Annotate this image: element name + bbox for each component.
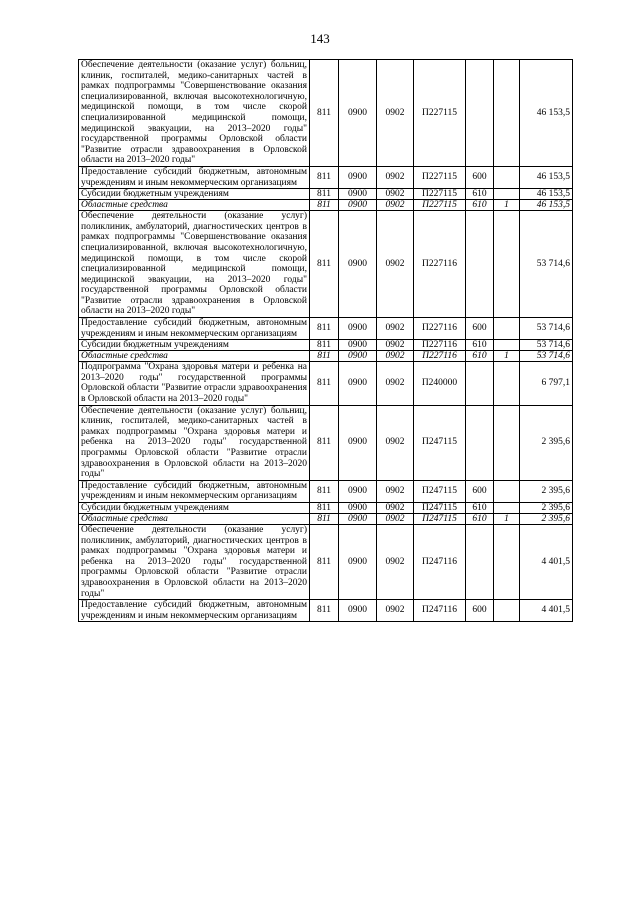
row-expense-type: 610 <box>466 200 494 211</box>
row-amount: 4 401,5 <box>520 524 573 599</box>
row-amount: 53 714,6 <box>520 211 573 318</box>
row-subsection-code: 0902 <box>377 189 414 200</box>
row-description: Предоставление субсидий бюджетным, автономным учреждениям и иным некоммерческим организациям <box>79 318 310 340</box>
row-ministry-code: 811 <box>310 340 339 351</box>
row-amount: 53 714,6 <box>520 351 573 362</box>
table-row <box>79 318 573 340</box>
row-ministry-code: 811 <box>310 513 339 524</box>
table-row <box>79 362 573 405</box>
row-section-code: 0900 <box>339 60 377 167</box>
row-subsection-code: 0902 <box>377 200 414 211</box>
row-section-code: 0900 <box>339 211 377 318</box>
table-row <box>79 200 573 211</box>
row-funding-source <box>494 524 520 599</box>
row-expense-type: 610 <box>466 351 494 362</box>
row-expense-type <box>466 524 494 599</box>
row-description: Субсидии бюджетным учреждениям <box>79 340 310 351</box>
row-funding-source: 1 <box>494 351 520 362</box>
row-subsection-code: 0902 <box>377 362 414 405</box>
table-row <box>79 351 573 362</box>
row-target-code: П227115 <box>414 200 466 211</box>
row-section-code: 0900 <box>339 480 377 502</box>
row-ministry-code: 811 <box>310 480 339 502</box>
row-target-code: П247115 <box>414 405 466 480</box>
row-funding-source <box>494 600 520 622</box>
row-expense-type: 610 <box>466 513 494 524</box>
row-target-code: П227116 <box>414 211 466 318</box>
row-description: Обеспечение деятельности (оказание услуг) больниц, клиник, госпиталей, медико-санитарных частей в рамках подпрограммы "Совершенствование оказания специализированной, включая высокотехнологичную, медицинской помощи, в том числе скорой специализированной медицинской помощи, медицинской эвакуации, на 2013–2020 годы" государственной программы Орловской области "Развитие отрасли здравоохранения в Орловской области на 2013–2020 годы" <box>79 60 310 167</box>
table-row <box>79 502 573 513</box>
row-funding-source: 1 <box>494 200 520 211</box>
row-description: Обеспечение деятельности (оказание услуг) поликлиник, амбулаторий, диагностических центров в рамках подпрограммы "Совершенствование оказания специализированной, включая высокотехнологичную, медицинской помощи, в том числе скорой специализированной медицинской помощи, медицинской эвакуации, на 2013–2020 годы" государственной программы Орловской области "Развитие отрасли здравоохранения в Орловской области на 2013–2020 годы" <box>79 211 310 318</box>
row-section-code: 0900 <box>339 502 377 513</box>
row-expense-type: 600 <box>466 600 494 622</box>
row-description: Предоставление субсидий бюджетным, автономным учреждениям и иным некоммерческим организациям <box>79 480 310 502</box>
row-subsection-code: 0902 <box>377 318 414 340</box>
table-body <box>79 60 573 622</box>
row-amount: 53 714,6 <box>520 340 573 351</box>
row-amount: 2 395,6 <box>520 480 573 502</box>
row-subsection-code: 0902 <box>377 60 414 167</box>
row-target-code: П247115 <box>414 513 466 524</box>
table-row <box>79 211 573 318</box>
row-target-code: П240000 <box>414 362 466 405</box>
row-description: Обеспечение деятельности (оказание услуг) больниц, клиник, госпиталей, медико-санитарных частей в рамках подпрограммы "Охрана здоровья матери и ребенка на 2013–2020 годы" государственной программы Орловской области "Развитие отрасли здравоохранения в Орловской области на 2013–2020 годы" <box>79 405 310 480</box>
row-target-code: П227115 <box>414 166 466 188</box>
row-subsection-code: 0902 <box>377 211 414 318</box>
row-section-code: 0900 <box>339 524 377 599</box>
row-section-code: 0900 <box>339 318 377 340</box>
table-row <box>79 600 573 622</box>
row-target-code: П227115 <box>414 60 466 167</box>
row-description: Предоставление субсидий бюджетным, автономным учреждениям и иным некоммерческим организациям <box>79 166 310 188</box>
table-row <box>79 513 573 524</box>
row-section-code: 0900 <box>339 166 377 188</box>
row-amount: 46 153,5 <box>520 60 573 167</box>
row-description: Областные средства <box>79 351 310 362</box>
row-ministry-code: 811 <box>310 189 339 200</box>
row-ministry-code: 811 <box>310 200 339 211</box>
row-ministry-code: 811 <box>310 166 339 188</box>
row-section-code: 0900 <box>339 405 377 480</box>
row-amount: 4 401,5 <box>520 600 573 622</box>
row-subsection-code: 0902 <box>377 405 414 480</box>
row-amount: 46 153,5 <box>520 166 573 188</box>
row-expense-type: 610 <box>466 340 494 351</box>
table-row <box>79 480 573 502</box>
row-amount: 53 714,6 <box>520 318 573 340</box>
row-ministry-code: 811 <box>310 60 339 167</box>
row-subsection-code: 0902 <box>377 502 414 513</box>
table-row <box>79 524 573 599</box>
row-ministry-code: 811 <box>310 318 339 340</box>
row-description: Субсидии бюджетным учреждениям <box>79 502 310 513</box>
row-target-code: П227116 <box>414 351 466 362</box>
row-funding-source <box>494 60 520 167</box>
row-section-code: 0900 <box>339 340 377 351</box>
row-expense-type: 610 <box>466 189 494 200</box>
row-target-code: П247115 <box>414 480 466 502</box>
row-expense-type: 600 <box>466 166 494 188</box>
row-target-code: П227116 <box>414 318 466 340</box>
row-subsection-code: 0902 <box>377 340 414 351</box>
row-funding-source <box>494 166 520 188</box>
row-funding-source: 1 <box>494 513 520 524</box>
row-ministry-code: 811 <box>310 524 339 599</box>
table-row <box>79 166 573 188</box>
row-funding-source <box>494 502 520 513</box>
row-amount: 46 153,5 <box>520 189 573 200</box>
page-number: 143 <box>310 31 330 46</box>
row-target-code: П247116 <box>414 524 466 599</box>
table-row <box>79 405 573 480</box>
row-section-code: 0900 <box>339 600 377 622</box>
row-subsection-code: 0902 <box>377 600 414 622</box>
row-funding-source <box>494 480 520 502</box>
row-funding-source <box>494 405 520 480</box>
row-description: Обеспечение деятельности (оказание услуг) поликлиник, амбулаторий, диагностических центров в рамках подпрограммы "Охрана здоровья матери и ребенка на 2013–2020 годы" государственной программы Орловской области "Развитие отрасли здравоохранения в Орловской области на 2013–2020 годы" <box>79 524 310 599</box>
row-amount: 2 395,6 <box>520 502 573 513</box>
row-section-code: 0900 <box>339 362 377 405</box>
row-target-code: П227116 <box>414 340 466 351</box>
row-target-code: П227115 <box>414 189 466 200</box>
row-description: Подпрограмма "Охрана здоровья матери и ребенка на 2013–2020 годы" государственной программы Орловской области "Развитие отрасли здравоохранения в Орловской области на 2013–2020 годы" <box>79 362 310 405</box>
row-expense-type <box>466 405 494 480</box>
row-section-code: 0900 <box>339 351 377 362</box>
row-subsection-code: 0902 <box>377 166 414 188</box>
row-section-code: 0900 <box>339 189 377 200</box>
row-expense-type <box>466 362 494 405</box>
row-expense-type: 610 <box>466 502 494 513</box>
row-description: Областные средства <box>79 200 310 211</box>
row-expense-type <box>466 60 494 167</box>
row-ministry-code: 811 <box>310 600 339 622</box>
row-target-code: П247116 <box>414 600 466 622</box>
row-section-code: 0900 <box>339 200 377 211</box>
row-ministry-code: 811 <box>310 351 339 362</box>
row-expense-type: 600 <box>466 318 494 340</box>
table-row <box>79 60 573 167</box>
row-funding-source <box>494 340 520 351</box>
row-amount: 2 395,6 <box>520 405 573 480</box>
row-expense-type <box>466 211 494 318</box>
row-subsection-code: 0902 <box>377 351 414 362</box>
row-amount: 6 797,1 <box>520 362 573 405</box>
row-section-code: 0900 <box>339 513 377 524</box>
row-expense-type: 600 <box>466 480 494 502</box>
row-subsection-code: 0902 <box>377 524 414 599</box>
table-row <box>79 340 573 351</box>
row-amount: 2 395,6 <box>520 513 573 524</box>
budget-table <box>78 59 573 622</box>
row-description: Областные средства <box>79 513 310 524</box>
row-description: Субсидии бюджетным учреждениям <box>79 189 310 200</box>
row-funding-source <box>494 211 520 318</box>
row-funding-source <box>494 189 520 200</box>
row-ministry-code: 811 <box>310 502 339 513</box>
row-ministry-code: 811 <box>310 211 339 318</box>
row-funding-source <box>494 362 520 405</box>
row-amount: 46 153,5 <box>520 200 573 211</box>
row-target-code: П247115 <box>414 502 466 513</box>
row-subsection-code: 0902 <box>377 480 414 502</box>
row-subsection-code: 0902 <box>377 513 414 524</box>
table-row <box>79 189 573 200</box>
row-description: Предоставление субсидий бюджетным, автономным учреждениям и иным некоммерческим организациям <box>79 600 310 622</box>
row-ministry-code: 811 <box>310 362 339 405</box>
row-ministry-code: 811 <box>310 405 339 480</box>
row-funding-source <box>494 318 520 340</box>
